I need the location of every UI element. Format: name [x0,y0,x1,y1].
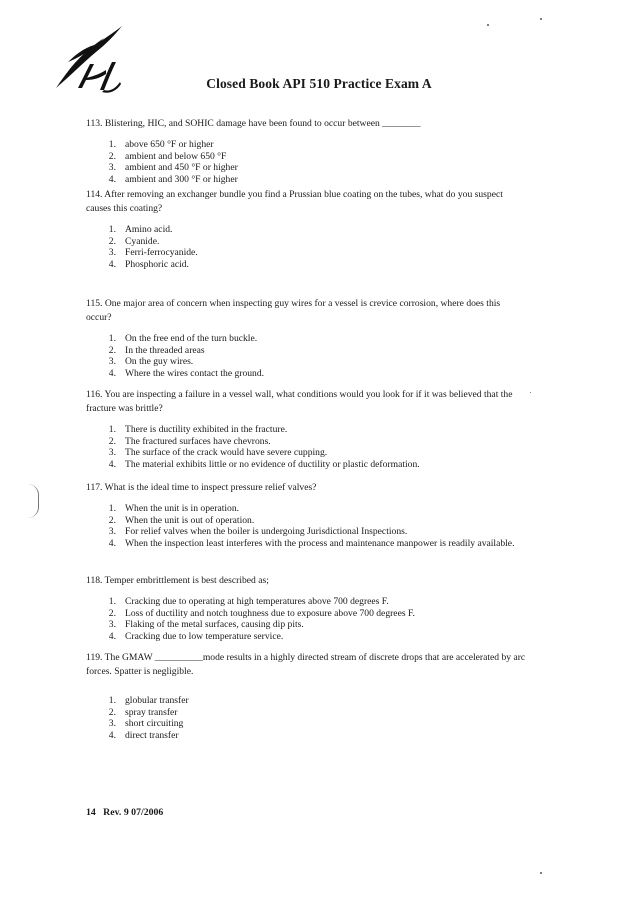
answer-text: globular transfer [125,695,189,706]
question-116 [86,388,526,470]
margin-mark [28,484,39,518]
answer-text: The surface of the crack would have severe cupping. [125,447,328,459]
answer-option [101,247,526,259]
answer-list [86,596,526,642]
answer-number: 2. [108,150,116,162]
answer-number: 2. [108,435,116,447]
answer-text: For relief valves when the boiler is undergoing Jurisdictional Inspections. [125,526,408,538]
answer-option [101,236,526,248]
answer-text: On the guy wires. [125,356,194,368]
answer-number: 2. [108,607,116,619]
answer-option [101,424,526,436]
answer-option [101,162,526,174]
answer-text: On the free end of the turn buckle. [125,333,258,344]
question-117 [86,481,526,549]
answer-number: 3. [108,247,116,259]
answer-text: direct transfer [125,729,179,741]
answer-number: 4. [108,173,116,185]
answer-option [101,718,526,730]
answer-option [101,356,526,368]
answer-number: 4. [108,258,116,270]
answer-option [101,596,526,608]
answer-number: 3. [108,619,116,631]
answer-number: 3. [108,526,116,538]
answer-text: Cracking due to low temperature service. [125,630,284,642]
answer-text: When the inspection least interferes with the process and maintenance manpower is readily available. [125,537,515,549]
answer-text: There is ductility exhibited in the fracture. [125,424,288,435]
answer-number: 1. [108,424,116,435]
answer-option [101,526,526,538]
answer-number: 3. [108,718,116,730]
answer-text: short circuiting [125,718,184,730]
answer-text: Where the wires contact the ground. [125,367,265,379]
answer-text: When the unit is out of operation. [125,514,255,526]
answer-option [101,631,526,643]
answer-option [101,459,526,471]
answer-text: The material exhibits little or no evidence of ductility or plastic deformation. [125,458,420,470]
answer-number: 3. [108,162,116,174]
question-text: 116. You are inspecting a failure in a vessel wall, what conditions would you look for if it was believed that the fracture was brittle? [86,389,513,414]
page-title: Closed Book API 510 Practice Exam A [206,76,432,91]
answer-text: Amino acid. [125,224,173,235]
answer-number: 2. [108,344,116,356]
answer-number: 3. [108,356,116,368]
answer-text: Flaking of the metal surfaces, causing dip pits. [125,619,304,631]
answer-option [101,259,526,271]
answer-option [101,730,526,742]
answer-text: When the unit is in operation. [125,503,240,514]
answer-text: above 650 °F or higher [125,139,214,150]
question-text: 118. Temper embrittlement is best described as; [86,575,269,586]
answer-option [101,503,526,515]
answer-number: 3. [108,447,116,459]
answer-number: 1. [108,139,116,150]
answer-text: The fractured surfaces have chevrons. [125,435,271,447]
question-text: 117. What is the ideal time to inspect pressure relief valves? [86,482,317,493]
answer-text: Cracking due to operating at high temperatures above 700 degrees F. [125,596,389,607]
answer-list [86,503,526,549]
question-118 [86,574,526,642]
question-text: 114. After removing an exchanger bundle you find a Prussian blue coating on the tubes, what do you suspect causes this coating? [86,189,503,214]
answer-option [101,345,526,357]
question-text: 119. The GMAW __________mode results in a highly directed stream of discrete drops that are accelerated by arc forces. Spatter is negligible. [86,652,526,677]
answer-option [101,707,526,719]
answer-option [101,139,526,151]
scan-speck [540,18,542,20]
answer-number: 1. [108,695,116,706]
answer-text: ambient and below 650 °F [125,150,227,162]
answer-number: 2. [108,235,116,247]
answer-number: 2. [108,514,116,526]
answer-text: Cyanide. [125,235,160,247]
answer-option [101,619,526,631]
answer-text: ambient and 450 °F or higher [125,162,238,174]
answer-number: 4. [108,367,116,379]
answer-number: 2. [108,706,116,718]
answer-number: 1. [108,503,116,514]
question-114 [86,188,526,270]
question-119 [86,651,526,741]
answer-text: Phosphoric acid. [125,258,189,270]
answer-text: Loss of ductility and notch toughness due to exposure above 700 degrees F. [125,607,415,619]
question-115 [86,297,526,379]
scan-speck [540,872,542,874]
answer-number: 1. [108,224,116,235]
answer-option [101,174,526,186]
answer-text: Ferri-ferrocyanide. [125,247,198,259]
scan-speck [487,24,489,26]
question-text: 113. Blistering, HIC, and SOHIC damage have been found to occur between ________ [86,118,421,129]
answer-option [101,515,526,527]
answer-option [101,333,526,345]
answer-number: 1. [108,333,116,344]
answer-number: 1. [108,596,116,607]
answer-number: 4. [108,729,116,741]
answer-list [86,333,526,379]
answer-option [101,447,526,459]
answer-list [86,224,526,270]
answer-number: 4. [108,630,116,642]
answer-text: In the threaded areas [125,344,205,356]
answer-option [101,436,526,448]
answer-list [86,139,526,185]
scan-speck [530,392,531,393]
answer-text: spray transfer [125,706,178,718]
answer-option [101,538,526,550]
answer-option [101,368,526,380]
answer-text: ambient and 300 °F or higher [125,173,238,185]
page-footer: 14 Rev. 9 07/2006 [86,807,164,818]
answer-option [101,224,526,236]
answer-number: 4. [108,458,116,470]
answer-option [101,151,526,163]
answer-list [86,695,526,741]
answer-option [101,695,526,707]
question-113 [86,117,526,185]
answer-number: 4. [108,537,116,549]
answer-option [101,608,526,620]
answer-list [86,424,526,470]
question-text: 115. One major area of concern when inspecting guy wires for a vessel is crevice corrosion, where does this occur? [86,298,501,323]
